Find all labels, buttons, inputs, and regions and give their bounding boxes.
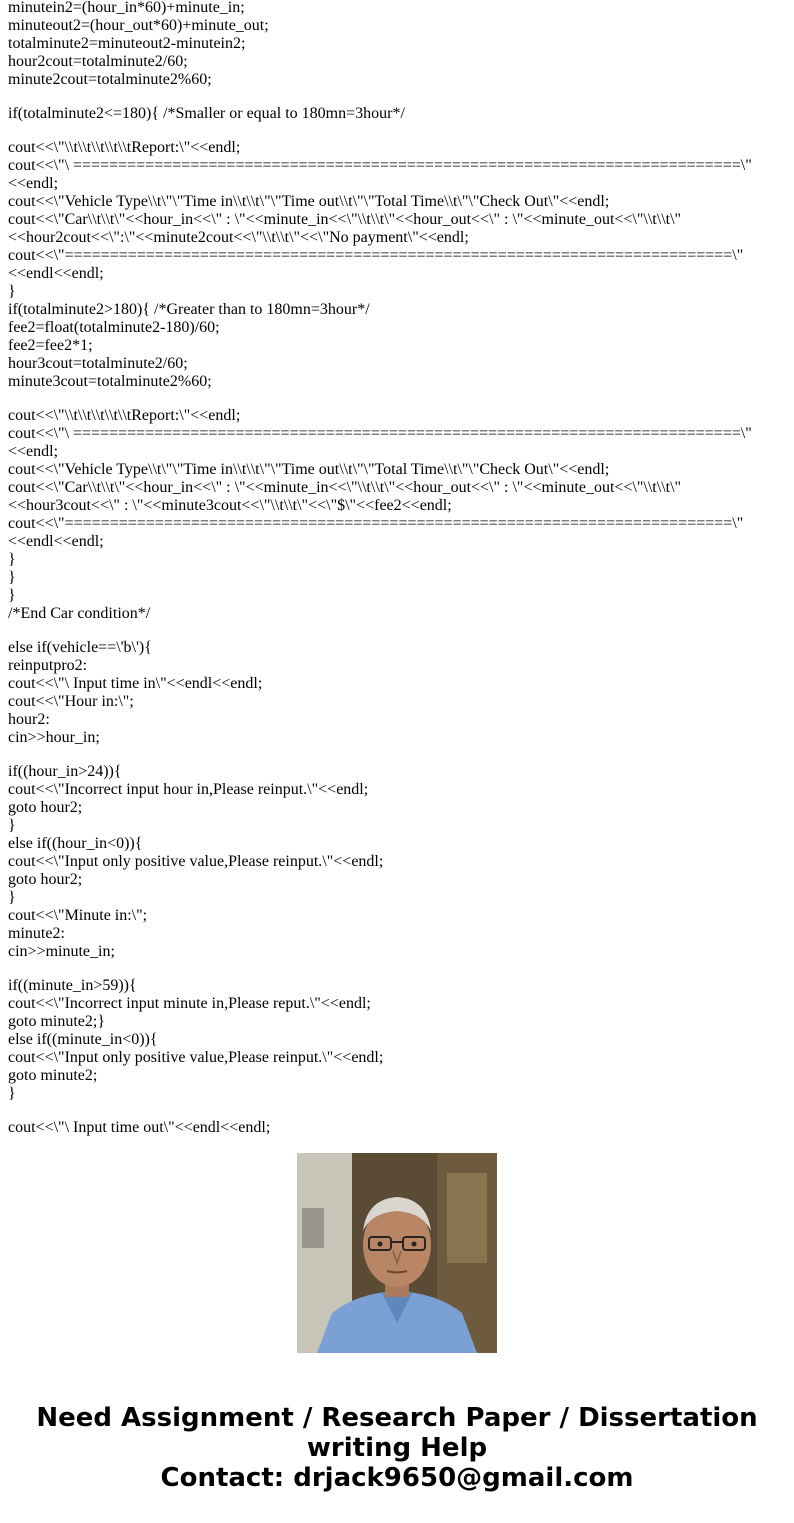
code-listing xyxy=(8,0,786,1136)
code-line: totalminute2=minuteout2-minutein2; xyxy=(8,35,246,52)
code-block xyxy=(8,105,786,123)
code-line: else if((minute_in<0)){ xyxy=(8,1031,158,1048)
code-line: } xyxy=(8,817,16,834)
code-line: cin>>minute_in; xyxy=(8,943,115,960)
code-line: cout<<\"Minute in:\"; xyxy=(8,907,148,924)
code-line: hour2: xyxy=(8,711,50,728)
code-line: else if((hour_in<0)){ xyxy=(8,835,143,852)
code-line: cout<<\"\\t\\t\\t\\t\\tReport:\"<<endl; xyxy=(8,139,241,156)
code-block xyxy=(8,1119,786,1137)
author-avatar xyxy=(297,1153,497,1353)
code-line: cout<<\"Incorrect input minute in,Please reput.\"<<endl; xyxy=(8,995,371,1012)
code-line: cout<<\"Hour in:\"; xyxy=(8,693,134,710)
code-line: minutein2=(hour_in*60)+minute_in; xyxy=(8,0,245,16)
code-line: goto hour2; xyxy=(8,799,83,816)
code-line: else if(vehicle==\'b\'){ xyxy=(8,639,152,656)
code-line: cout<<\"\ ==========================================================================\" <<endl; xyxy=(8,425,752,460)
code-line: cout<<\"\ Input time out\"<<endl<<endl; xyxy=(8,1119,271,1136)
code-line: if((minute_in>59)){ xyxy=(8,977,137,994)
code-line: goto minute2;} xyxy=(8,1013,106,1030)
code-line: cout<<\"==========================================================================\" <<endl<<endl; xyxy=(8,247,744,282)
code-line: if((hour_in>24)){ xyxy=(8,763,122,780)
cta-contact-email: Contact: drjack9650@gmail.com xyxy=(160,1463,634,1493)
code-line: } xyxy=(8,551,16,568)
code-line: if(totalminute2<=180){ /*Smaller or equal to 180mn=3hour*/ xyxy=(8,105,405,122)
code-line: cout<<\"Car\\t\\t\"<<hour_in<<\" : \"<<minute_in<<\"\\t\\t\"<<hour_out<<\" : \"<<minute_out<<\"\\t\\t\" <<hour3cout<<\" : \"<<minute3cout<<\"\\t\\t\"<<\"$\"<<fee2<<endl; xyxy=(8,479,682,514)
code-line: /*End Car condition*/ xyxy=(8,605,151,622)
code-block xyxy=(8,977,786,1103)
code-line: } xyxy=(8,1085,16,1102)
code-line: cout<<\"==========================================================================\" <<endl<<endl; xyxy=(8,515,744,550)
code-line: cout<<\"Vehicle Type\\t\"\"Time in\\t\\t\"\"Time out\\t\"\"Total Time\\t\"\"Check Out\"<<endl; xyxy=(8,193,610,210)
cta-headline: Need Assignment / Research Paper / Dissertation writing Help xyxy=(36,1403,758,1463)
code-line: cout<<\"Car\\t\\t\"<<hour_in<<\" : \"<<minute_in<<\"\\t\\t\"<<hour_out<<\" : \"<<minute_out<<\"\\t\\t\" <<hour2cout<<\":\"<<minute2cout<<\"\\t\\t\"<<\"No payment\"<<endl; xyxy=(8,211,682,246)
code-line: cout<<\"Incorrect input hour in,Please reinput.\"<<endl; xyxy=(8,781,369,798)
code-block xyxy=(8,0,786,89)
code-line: hour2cout=totalminute2/60; xyxy=(8,53,188,70)
code-block xyxy=(8,139,786,391)
person-portrait-icon xyxy=(297,1153,497,1353)
code-line: cout<<\"Input only positive value,Please reinput.\"<<endl; xyxy=(8,853,384,870)
code-line: cin>>hour_in; xyxy=(8,729,100,746)
code-line: reinputpro2: xyxy=(8,657,88,674)
code-block xyxy=(8,639,786,747)
code-line: cout<<\"\ Input time in\"<<endl<<endl; xyxy=(8,675,263,692)
contact-banner xyxy=(0,1403,794,1493)
code-line: minuteout2=(hour_out*60)+minute_out; xyxy=(8,17,269,34)
code-line: goto minute2; xyxy=(8,1067,98,1084)
code-line: goto hour2; xyxy=(8,871,83,888)
code-line: cout<<\"\ ==========================================================================\" <<endl; xyxy=(8,157,752,192)
code-line: } xyxy=(8,889,16,906)
code-line: fee2=fee2*1; xyxy=(8,337,93,354)
code-line: minute2: xyxy=(8,925,65,942)
code-line: cout<<\"Vehicle Type\\t\"\"Time in\\t\\t\"\"Time out\\t\"\"Total Time\\t\"\"Check Out\"<<endl; xyxy=(8,461,610,478)
code-line: minute3cout=totalminute2%60; xyxy=(8,373,212,390)
code-block xyxy=(8,407,786,623)
code-line: cout<<\"\\t\\t\\t\\t\\tReport:\"<<endl; xyxy=(8,407,241,424)
code-line: } xyxy=(8,587,16,604)
code-line: minute2cout=totalminute2%60; xyxy=(8,71,212,88)
code-line: hour3cout=totalminute2/60; xyxy=(8,355,188,372)
code-line: } xyxy=(8,569,16,586)
code-line: } xyxy=(8,283,16,300)
code-line: if(totalminute2>180){ /*Greater than to 180mn=3hour*/ xyxy=(8,301,370,318)
code-line: cout<<\"Input only positive value,Please reinput.\"<<endl; xyxy=(8,1049,384,1066)
code-block xyxy=(8,763,786,961)
code-line: fee2=float(totalminute2-180)/60; xyxy=(8,319,220,336)
